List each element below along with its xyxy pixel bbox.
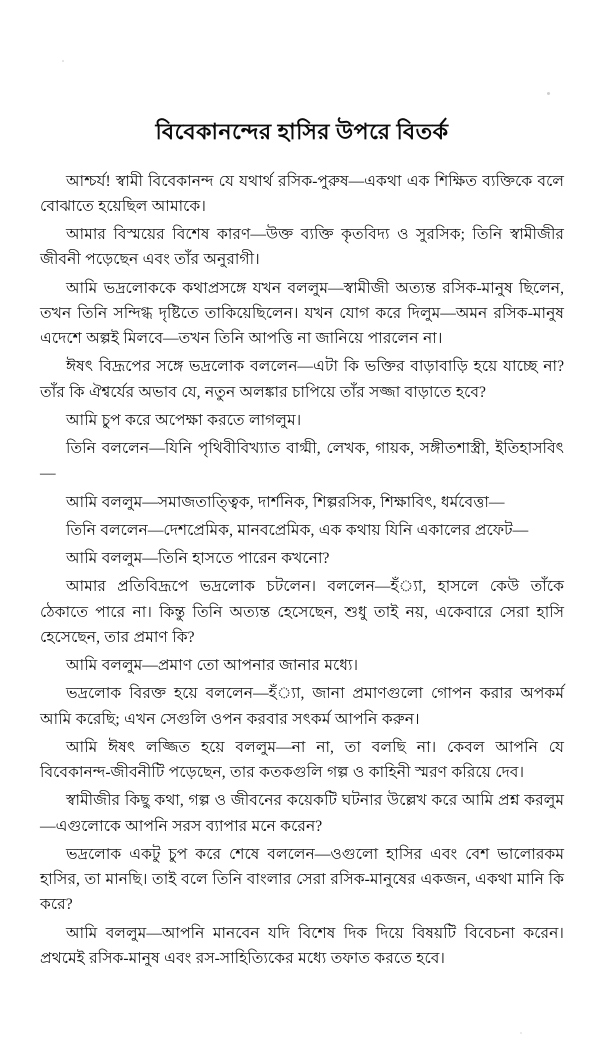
paragraph: আমি চুপ করে অপেক্ষা করতে লাগলুম। bbox=[66, 411, 302, 429]
paragraph: আমি ঈষৎ লজ্জিত হয়ে বললুম—না না, তা বলছি না। কেবল আপনি যে বিবেকানন্দ-জীবনীটি পড়েছেন, তার কতকগুলি গল্প ও কাহিনী স্মরণ করিয়ে দেব। bbox=[40, 738, 564, 782]
scan-speck-icon bbox=[62, 60, 64, 62]
paragraph: আমি বললুম—তিনি হাসতে পারেন কখনো? bbox=[66, 550, 330, 568]
page-title: বিবেকানন্দের হাসির উপরে বিতর্ক bbox=[155, 119, 449, 144]
paragraph: আমি বললুম—আপনি মানবেন যদি বিশেষ দিক দিয়ে বিষয়টি বিবেচনা করেন। প্রথমেই রসিক-মানুষ এবং রস-সাহিত্যিকের মধ্যে তফাত করতে হবে। bbox=[40, 924, 564, 967]
paragraph: ভদ্রলোক একটু চুপ করে শেষে বললেন—ওগুলো হাসির এবং বেশ ভালোরকম হাসির, তা মানছি। তাই বলে তিনি বাংলার সেরা রসিক-মানুষের একজন, একথা মানি কি করে? bbox=[40, 845, 564, 914]
paragraph: স্বামীজীর কিছু কথা, গল্প ও জীবনের কয়েকটি ঘটনার উল্লেখ করে আমি প্রশ্ন করলুম—এগুলোকে আপনি সরস ব্যাপার মনে করেন? bbox=[40, 792, 564, 835]
paragraph: আশ্চর্য! স্বামী বিবেকানন্দ যে যথার্থ রসিক-পুরুষ—একথা এক শিক্ষিত ব্যক্তিকে বলে বোঝাতে হয়েছিল আমাকে। bbox=[40, 172, 564, 215]
paragraph: আমি বললুম—প্রমাণ তো আপনার জানার মধ্যে। bbox=[66, 657, 359, 675]
paragraph: আমি বললুম—সমাজতাত্ত্বিক, দার্শনিক, শিল্পরসিক, শিক্ষাবিৎ, ধর্মবেত্তা— bbox=[66, 493, 505, 511]
paragraph: ঈষৎ বিদ্রূপের সঙ্গে ভদ্রলোক বললেন—এটা কি ভক্তির বাড়াবাড়ি হয়ে যাচ্ছে না? তাঁর কি ঐশ্বর্যের অভাব যে, নতুন অলঙ্কার চাপিয়ে তাঁর সজ্জা বাড়াতে হবে? bbox=[40, 358, 564, 401]
paragraph: আমার প্রতিবিদ্রূপে ভদ্রলোক চটলেন। বললেন—হঁ্যা, হাসলে কেউ তাঁকে ঠেকাতে পারে না। কিন্তু তিনি অত্যন্ত হেসেছেন, শুধু তাই নয়, একেবারে সেরা হাসি হেসেছেন, তার প্রমাণ কি? bbox=[40, 578, 564, 646]
paragraph: ভদ্রলোক বিরক্ত হয়ে বললেন—হঁ্যা, জানা প্রমাণগুলো গোপন করার অপকর্ম আমি করেছি; এখন সেগুলি ওপন করবার সৎকর্ম আপনি করুন। bbox=[40, 685, 564, 728]
scan-speck-icon bbox=[547, 92, 550, 95]
paragraph: তিনি বললেন—যিনি পৃথিবীবিখ্যাত বাগ্মী, লেখক, গায়ক, সঙ্গীতশাস্ত্রী, ইতিহাসবিৎ— bbox=[40, 440, 564, 483]
paragraph: তিনি বললেন—দেশপ্রেমিক, মানবপ্রেমিক, এক কথায় যিনি একালের প্রফেট— bbox=[66, 521, 529, 539]
paragraph: আমি ভদ্রলোককে কথাপ্রসঙ্গে যখন বললুম—স্বামীজী অত্যন্ত রসিক-মানুষ ছিলেন, তখন তিনি সন্দিগ্ধ দৃষ্টিতে তাকিয়েছিলেন। যখন যোগ করে দিলুম—অমন রসিক-মানুষ এদেশে অল্পই মিলবে—তখন তিনি আপত্তি না জানিয়ে পারলেন না। bbox=[40, 279, 564, 348]
paragraph: আমার বিস্ময়ের বিশেষ কারণ—উক্ত ব্যক্তি কৃতবিদ্য ও সুরসিক; তিনি স্বামীজীর জীবনী পড়েছেন এবং তাঁর অনুরাগী। bbox=[40, 226, 564, 269]
body-text bbox=[40, 169, 564, 972]
scan-speck-icon bbox=[520, 1032, 522, 1034]
